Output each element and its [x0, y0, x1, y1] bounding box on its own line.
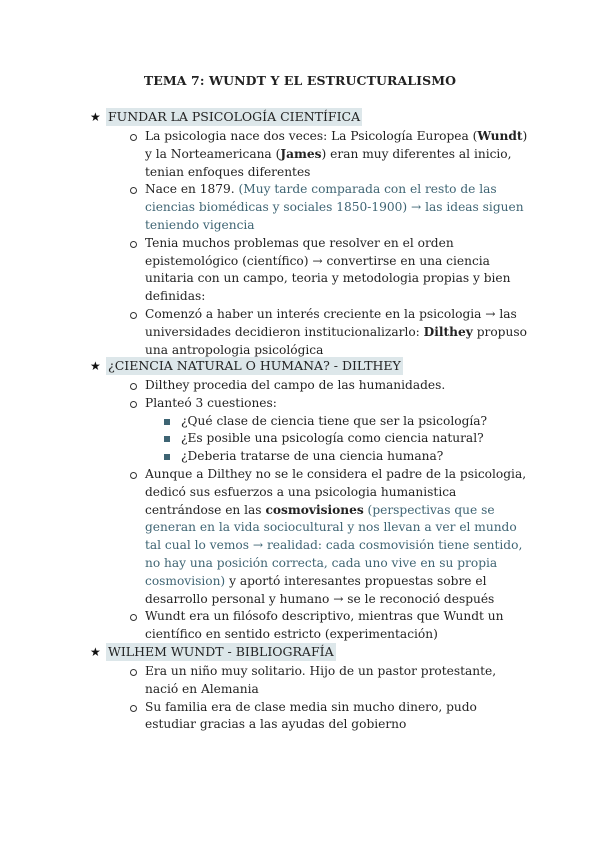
- page-title: TEMA 7: WUNDT Y EL ESTRUCTURALISMO: [143, 73, 457, 88]
- section-heading: [90, 108, 530, 126]
- sub-list-item: ¿Qué clase de ciencia tiene que ser la psicología?: [145, 413, 530, 431]
- list-item: Tenia muchos problemas que resolver en el orden epistemológico (científico) → convertirse en una ciencia unitaria con un campo, teoria y metodologia propias y bien definidas:: [90, 235, 530, 306]
- star-icon: ★: [90, 110, 101, 124]
- star-icon: ★: [90, 359, 101, 373]
- list-item: Era un niño muy solitario. Hijo de un pastor protestante, nació en Alemania: [90, 663, 530, 699]
- sub-list-item: ¿Es posible una psicología como ciencia natural?: [145, 430, 530, 448]
- section-heading: [90, 643, 530, 661]
- section-heading-text: WILHEM WUNDT - BIBLIOGRAFÍA: [108, 644, 334, 659]
- list-item: Comenzó a haber un interés creciente en la psicologia → las universidades decidieron institucionalizarlo: Dilthey propuso una antropologia psicológica: [90, 306, 530, 359]
- section-fundar: [90, 108, 530, 359]
- section-dilthey: [90, 357, 530, 644]
- list-item: Dilthey procedia del campo de las humanidades.: [90, 377, 530, 395]
- sub-list-item: ¿Deberia tratarse de una ciencia humana?: [145, 448, 530, 466]
- section-wundt: [90, 643, 530, 734]
- list-item: Planteó 3 cuestiones: ¿Qué clase de ciencia tiene que ser la psicología? ¿Es posible una psicología como ciencia natural? ¿Deberia tratarse de una ciencia humana?: [90, 395, 530, 466]
- list-item: La psicologia nace dos veces: La Psicología Europea (Wundt) y la Norteamericana (James) eran muy diferentes al inicio, tenian enfoques diferentes: [90, 128, 530, 181]
- star-icon: ★: [90, 645, 101, 659]
- section-heading-text: ¿CIENCIA NATURAL O HUMANA? - DILTHEY: [108, 358, 401, 373]
- list-item: Wundt era un filósofo descriptivo, mientras que Wundt un científico en sentido estricto (experimentación): [90, 608, 530, 644]
- section-heading-text: FUNDAR LA PSICOLOGÍA CIENTÍFICA: [108, 109, 361, 124]
- list-item: Aunque a Dilthey no se le considera el padre de la psicologia, dedicó sus esfuerzos a una psicologia humanistica centrándose en las cosmovisiones (perspectivas que se generan en la vida sociocultural y nos llevan a ver el mundo tal cual lo vemos → realidad: cada cosmovisión tiene sentido, no hay una posición correcta, cada uno vive en su propia cosmovision) y aportó interesantes propuestas sobre el desarrollo personal y humano → se le reconoció después: [90, 466, 530, 608]
- section-heading: [90, 357, 530, 375]
- list-item: Nace en 1879. (Muy tarde comparada con el resto de las ciencias biomédicas y sociales 1850-1900) → las ideas siguen teniendo vigencia: [90, 181, 530, 234]
- list-item: Su familia era de clase media sin mucho dinero, pudo estudiar gracias a las ayudas del gobierno: [90, 699, 530, 735]
